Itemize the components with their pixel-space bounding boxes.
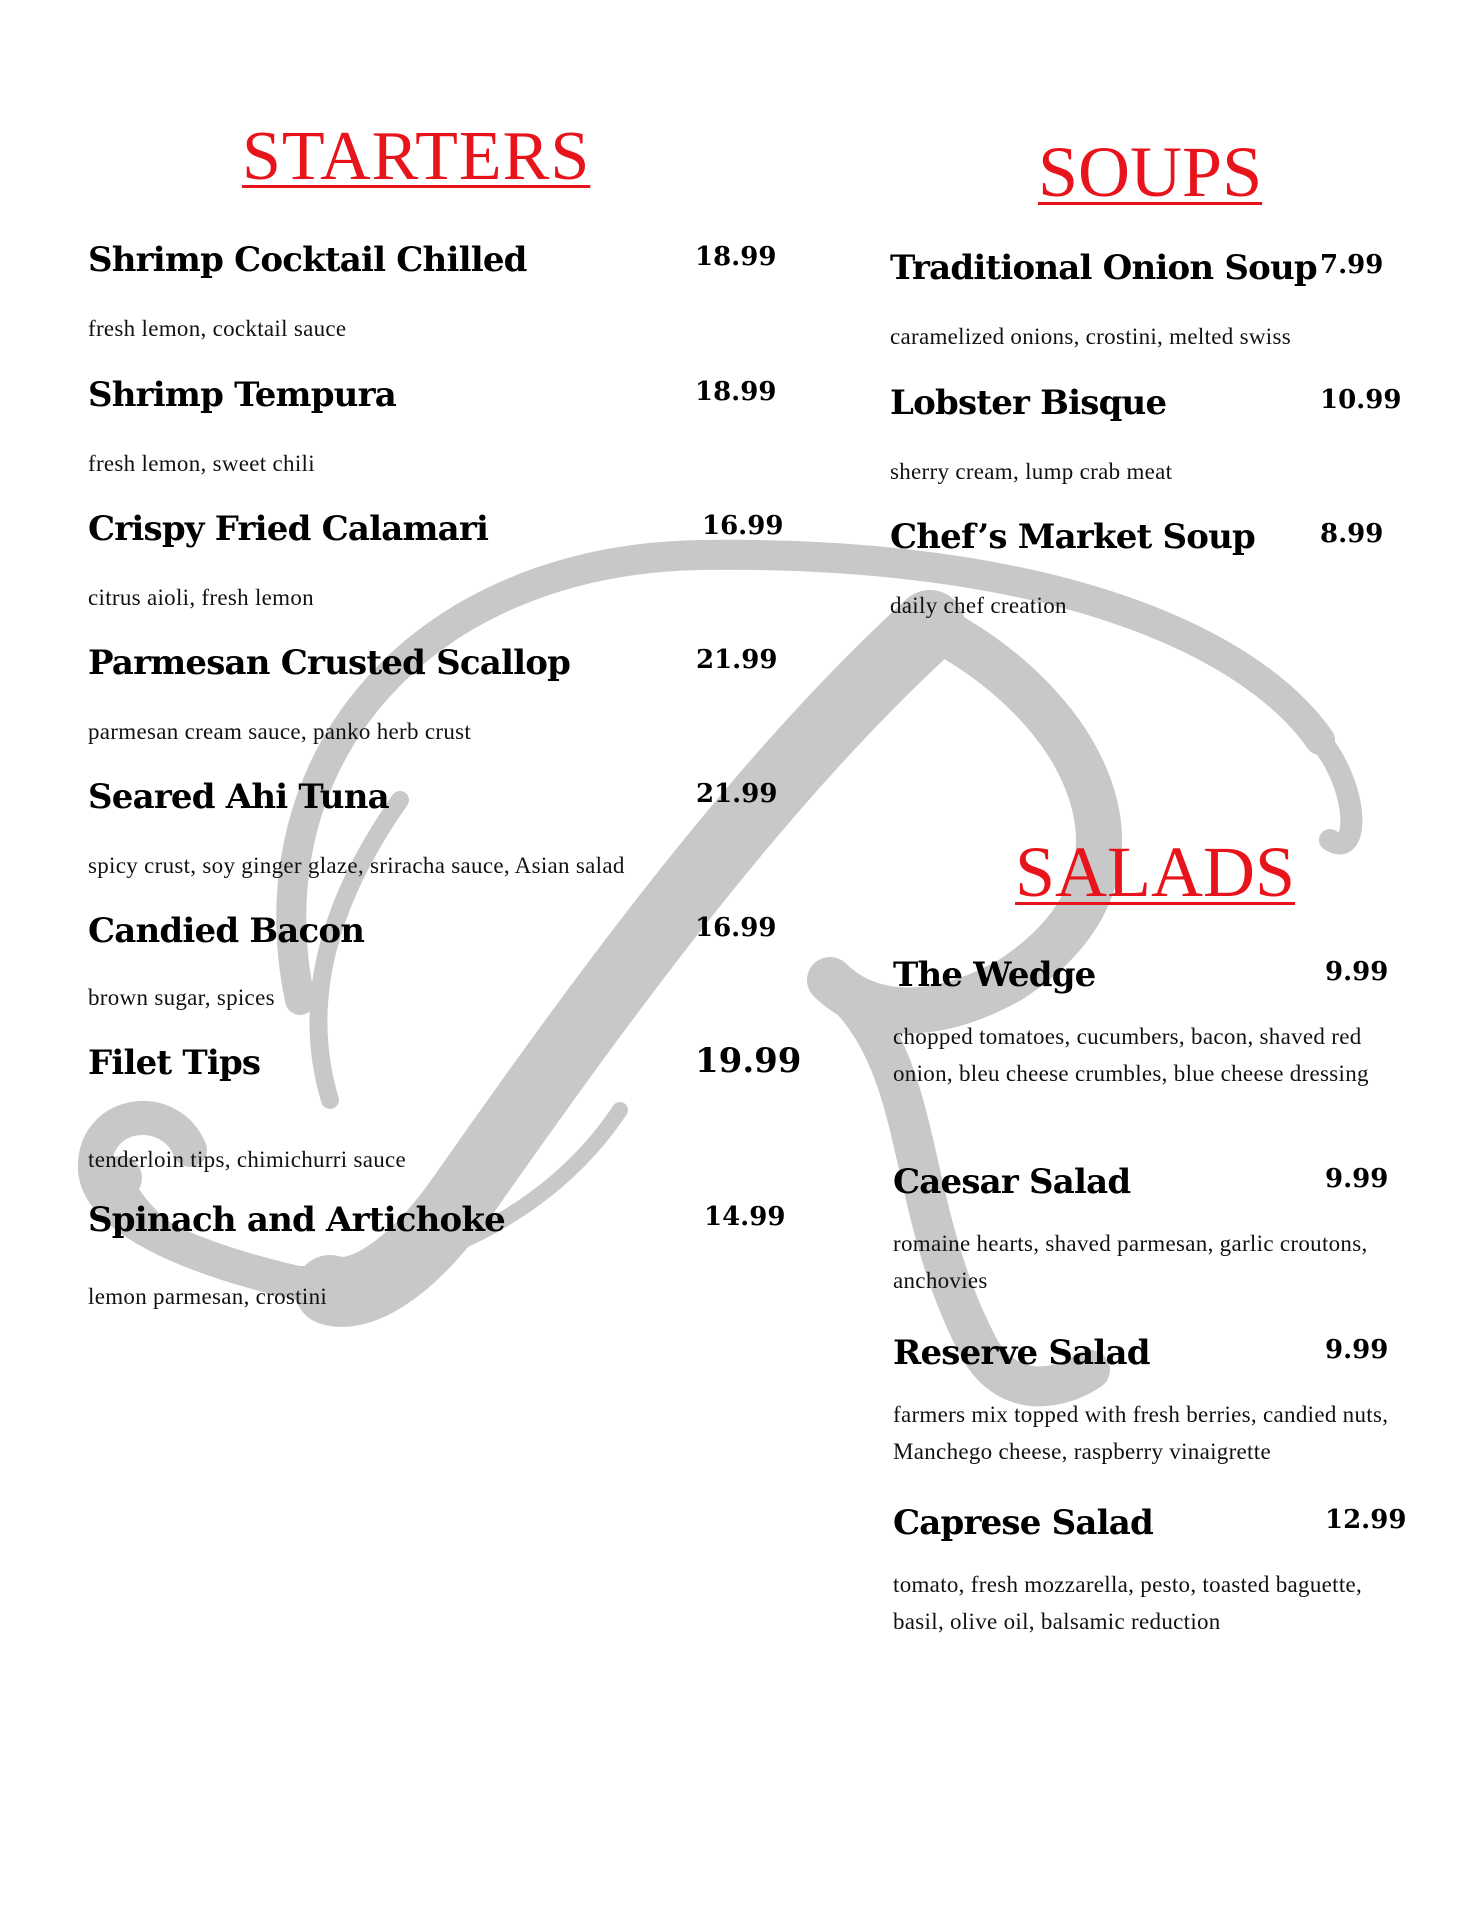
item-description: fresh lemon, cocktail sauce (88, 316, 347, 341)
menu-item (88, 777, 808, 878)
item-description: lemon parmesan, crostini (88, 1284, 328, 1309)
menu-item (88, 1200, 808, 1309)
menu-item (88, 509, 788, 610)
item-price: 16.99 (695, 913, 777, 943)
item-price: 9.99 (1325, 1164, 1389, 1194)
item-name: Caprese Salad (893, 1503, 1153, 1543)
item-description: romaine hearts, shaved parmesan, garlic croutons, anchovies (893, 1231, 1368, 1293)
salads-heading: SALADS (1015, 832, 1296, 912)
item-name: Lobster Bisque (890, 383, 1167, 423)
item-description: tenderloin tips, chimichurri sauce (88, 1147, 407, 1172)
menu-item (890, 517, 1450, 618)
starters-heading: STARTERS (242, 118, 591, 195)
item-name: Filet Tips (88, 1043, 261, 1083)
item-description: tomato, fresh mozzarella, pesto, toasted baguette, basil, olive oil, balsamic reduction (893, 1572, 1363, 1634)
menu-item (88, 1041, 808, 1172)
item-name: Candied Bacon (88, 911, 365, 951)
menu-item (893, 1333, 1433, 1464)
item-name: Seared Ahi Tuna (88, 777, 389, 817)
item-price: 12.99 (1325, 1505, 1407, 1535)
item-price: 7.99 (1320, 250, 1384, 280)
item-price: 10.99 (1320, 385, 1402, 415)
item-price: 19.99 (695, 1041, 802, 1081)
item-price: 9.99 (1325, 957, 1389, 987)
item-description: chopped tomatoes, cucumbers, bacon, shaved red onion, bleu cheese crumbles, blue cheese dressing (893, 1024, 1369, 1086)
menu-item (893, 1162, 1413, 1293)
item-price: 21.99 (696, 779, 778, 809)
item-name: Spinach and Artichoke (88, 1200, 506, 1240)
menu-item (88, 911, 788, 1010)
menu-item (890, 383, 1450, 484)
soups-heading: SOUPS (1038, 132, 1263, 212)
item-description: farmers mix topped with fresh berries, candied nuts, Manchego cheese, raspberry vinaigrette (893, 1402, 1389, 1464)
item-price: 18.99 (695, 242, 777, 272)
item-description: caramelized onions, crostini, melted swiss (890, 324, 1291, 349)
menu-item (88, 375, 788, 476)
item-description: citrus aioli, fresh lemon (88, 585, 314, 610)
menu-item (88, 643, 788, 744)
item-description: brown sugar, spices (88, 985, 275, 1010)
item-name: Traditional Onion Soup (890, 248, 1317, 288)
item-description: parmesan cream sauce, panko herb crust (88, 719, 472, 744)
menu-item (893, 1503, 1433, 1634)
item-price: 21.99 (696, 645, 778, 675)
item-price: 14.99 (704, 1202, 786, 1232)
item-name: Parmesan Crusted Scallop (88, 643, 571, 683)
menu-item (890, 248, 1450, 349)
item-price: 16.99 (702, 511, 784, 541)
item-description: sherry cream, lump crab meat (890, 459, 1173, 484)
item-price: 18.99 (695, 377, 777, 407)
item-name: Reserve Salad (893, 1333, 1150, 1373)
menu-item (88, 240, 788, 341)
menu-item (893, 955, 1413, 1086)
item-description: fresh lemon, sweet chili (88, 451, 315, 476)
item-name: Shrimp Tempura (88, 375, 396, 415)
item-name: Crispy Fried Calamari (88, 509, 489, 549)
item-name: Chef’s Market Soup (890, 517, 1255, 557)
item-price: 8.99 (1320, 519, 1384, 549)
item-price: 9.99 (1325, 1335, 1389, 1365)
item-name: The Wedge (893, 955, 1096, 995)
item-description: daily chef creation (890, 593, 1067, 618)
item-name: Caesar Salad (893, 1162, 1131, 1202)
item-name: Shrimp Cocktail Chilled (88, 240, 527, 280)
item-description: spicy crust, soy ginger glaze, sriracha sauce, Asian salad (88, 853, 625, 878)
